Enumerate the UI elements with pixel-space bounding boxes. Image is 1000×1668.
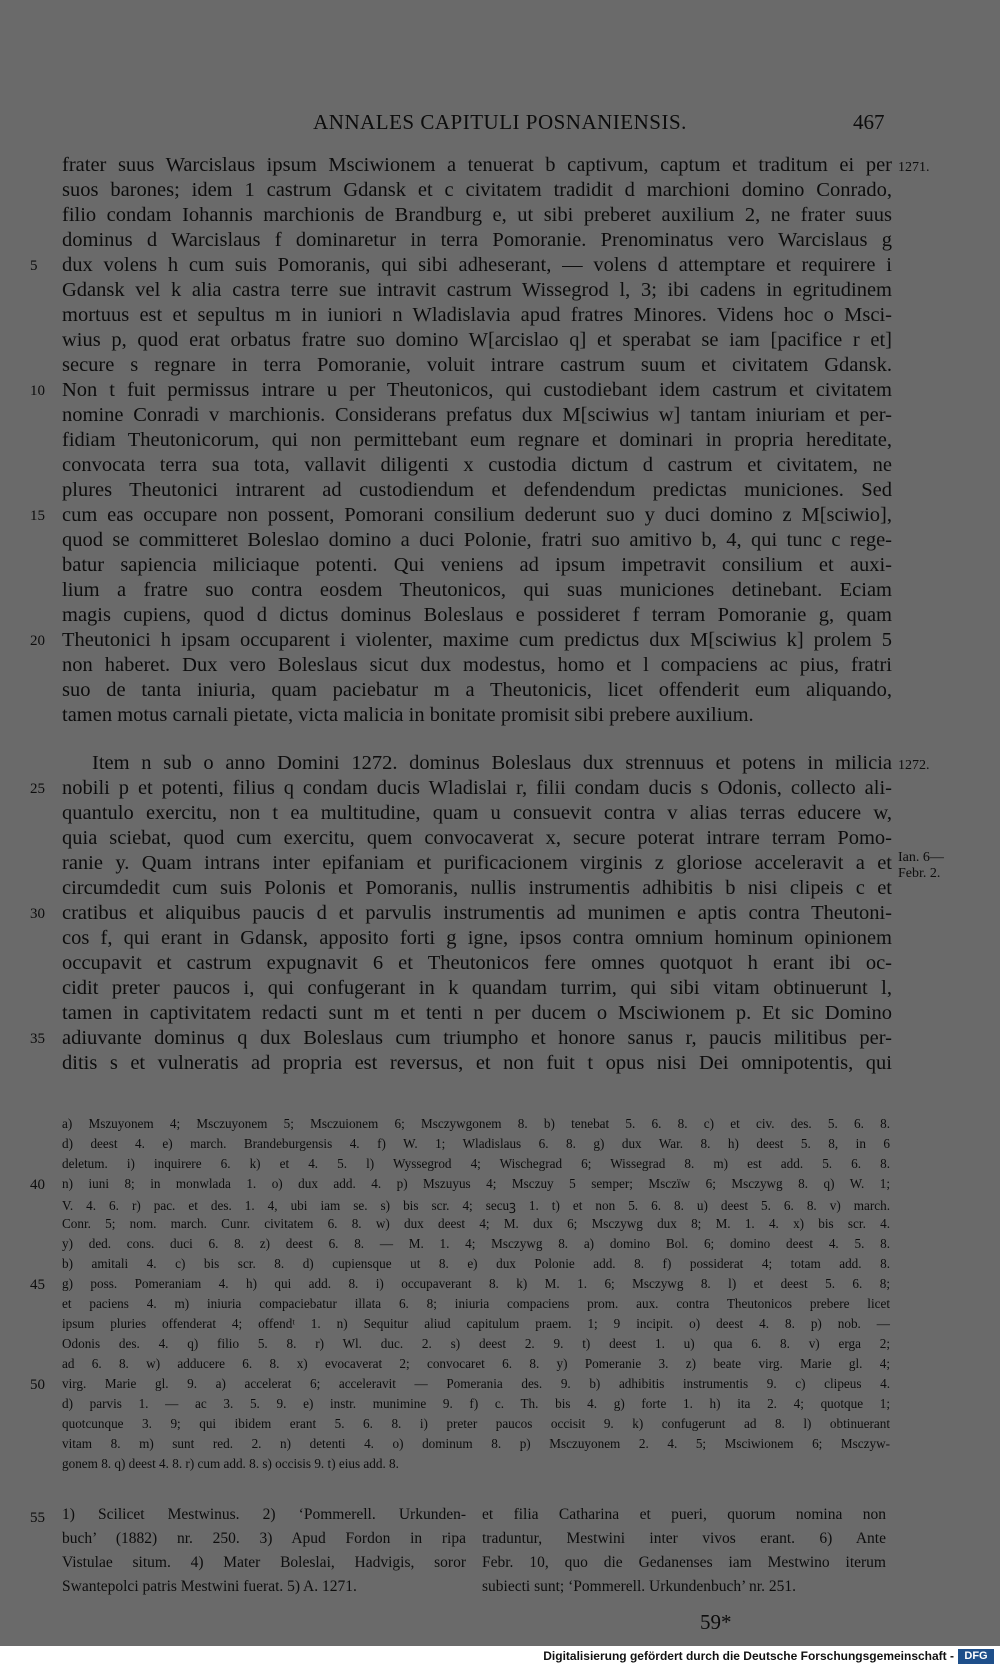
note-line: virg. Marie gl. 9. a) accelerat 6; acceleravit — Pomerania des. 9. b) adhibitis instrumentis 9. c) clipeus 4. (62, 1376, 890, 1391)
line-number: 10 (30, 383, 45, 399)
footnote-line: 1) Scilicet Mestwinus. 2) ‘Pommerell. Urkunden- (62, 1506, 466, 1523)
text-line: quod se committeret Boleslao domino a duci Polonie, fratri suo amitivo b, 4, qui tunc c rege- (62, 529, 892, 551)
text-line: plures Theutonici intrarent ad custodiendum et defendendum predictas municiones. Sed (62, 479, 892, 501)
note-line: y) ded. cons. duci 6. 8. z) deest 6. 8. — M. 1. 4; Msczywg 8. a) domino Bol. 6; domino deest 4. 5. 8. (62, 1236, 890, 1251)
text-line: ditis s et vulneratis ad propria est reversus, et non fuit t opus nisi Dei omnipotentis, qui (62, 1052, 892, 1074)
page-number: 467 (853, 110, 885, 134)
footnote-line: traduntur, Mestwini inter vivos erant. 6) Ante (482, 1530, 886, 1547)
text-line: magis cupiens, quod d dictus dominus Boleslaus e possideret f terram Pomoranie g, quam (62, 604, 892, 626)
note-line: quotcunque 3. 9; qui ibidem erant 5. 6. 8. i) preter paucos occisit 9. k) confugerunt ad 8. l) obtinuerant (62, 1416, 890, 1431)
note-line: d) deest 4. e) march. Brandeburgensis 4. f) W. 1; Wladislaus 6. 8. g) dux War. 8. h) deest 5. 8, in 6 (62, 1136, 890, 1151)
running-head: ANNALES CAPITULI POSNANIENSIS. (313, 110, 687, 134)
text-line: quia sciebat, quod cum exercitu, quem convocaverat x, secure poterat intrare terram Pomo- (62, 827, 892, 849)
line-number: 20 (30, 633, 45, 649)
text-line: secure s regnare in terra Pomoranie, voluit intrare castrum suum et civitatem Gdansk. (62, 354, 892, 376)
text-line: cos f, qui erant in Gdansk, apposito forti g igne, ipsos contra omnium hominum opinionem (62, 927, 892, 949)
text-line: quantulo exercitu, non t ea multitudine, quam u consuevit contra v alias terras educere w, (62, 802, 892, 824)
footnote-line: et filia Catharina et pueri, quorum nomina non (482, 1506, 886, 1523)
text-line: mortuus est et sepultus m in iuniori n Wladislavia apud fratres Minores. Videns hoc o Msci- (62, 304, 892, 326)
text-line: batur sapiencia miliciaque potenti. Qui veniens ad ipsum impetravit consilium et auxi- (62, 554, 892, 576)
text-line: convocata terra sua tota, vallavit diligenti x custodia dictum d castrum et civitatem, ne (62, 454, 892, 476)
text-line: adiuvante dominus q dux Boleslaus cum triumpho et honore sanus r, paucis militibus per- (62, 1027, 892, 1049)
text-line: lium a fratre suo contra eosdem Theutonicos, qui suas municiones detinebant. Eciam (62, 579, 892, 601)
text-line: dux volens h cum suis Pomoranis, qui sibi adheserant, — volens d attemptare et requirere i (62, 254, 892, 276)
line-number: 50 (30, 1377, 45, 1393)
signature-mark: 59* (700, 1610, 732, 1634)
line-number: 30 (30, 906, 45, 922)
line-number: 45 (30, 1277, 45, 1293)
text-line: non haberet. Dux vero Boleslaus sicut dux modestus, homo et l compaciens ac pius, fratri (62, 654, 892, 676)
margin-date: Febr. 2. (898, 866, 941, 881)
line-number: 5 (30, 258, 38, 274)
note-line: Odonis des. 4. q) filio 5. 8. r) Wl. duc. 2. s) deest 2. 9. t) deest 1. u) qua 6. 8. v) erga 2; (62, 1336, 890, 1351)
margin-year: 1271. (898, 160, 930, 175)
text-line: circumdedit cum suis Polonis et Pomoranis, nullis instrumentis adhibitis b nisi clipeis c et (62, 877, 892, 899)
note-line: ad 6. 8. w) adducere 6. 8. x) evocaverat 2; convocaret 6. 8. y) Pomeranie 3. z) beate virg. Marie gl. 4; (62, 1356, 890, 1371)
text-line: nobili p et potenti, filius q condam ducis Wladislai r, filii condam ducis s Odonis, collecto ali- (62, 777, 892, 799)
text-line: cratibus et aliquibus paucis d et parvulis instrumentis ad munimen e aptis contra Theutoni- (62, 902, 892, 924)
note-line: gonem 8. q) deest 4. 8. r) cum add. 8. s) occisis 9. t) eius add. 8. (62, 1456, 399, 1471)
footer-bar (0, 1646, 1000, 1668)
text-line: Non t fuit permissus intrare u per Theutonicos, qui custodiebant idem castrum et civitatem (62, 379, 892, 401)
text-line: tamen in captivitatem redacti sunt m et tenti n per ducem o Msciwionem p. Et sic Domino (62, 1002, 892, 1024)
text-line: suo de tanta iniuria, quam paciebatur m a Theutonicis, licet offenderit eum aliquando, (62, 679, 892, 701)
line-number: 35 (30, 1031, 45, 1047)
note-line: a) Mszuyonem 4; Msczuyonem 5; Msczuionem 6; Msczywgonem 8. b) tenebat 5. 6. 8. c) et civ. des. 5. 6. 8. (62, 1116, 890, 1131)
note-line: n) iuni 8; in monwlada 1. o) dux add. 4. p) Mszuyus 4; Msczuy 5 semper; Msczїw 6; Msczywg 8. q) W. 1; (62, 1176, 890, 1191)
text-line: wius p, quod erat orbatus fratre suo domino W[arcislao q] et sperabat se iam [pacifice r et] (62, 329, 892, 351)
note-line: deletum. i) inquirere 6. k) et 4. 5. l) Wyssegrod 4; Wischegrad 6; Wissegrad 8. m) est add. 5. 6. 8. (62, 1156, 890, 1171)
text-line: suos barones; idem 1 castrum Gdansk et c civitatem tradidit d marchioni domino Conrado, (62, 179, 892, 201)
text-line: tamen motus carnali pietate, victa malicia in bonitate promisit sibi prebere auxilium. (62, 704, 754, 726)
note-line: vitam 8. m) sunt red. 2. n) detenti 4. o) dominum 8. p) Msczuyonem 2. 4. 5; Msciwionem 6; Msczyw- (62, 1436, 890, 1451)
text-line: Item n sub o anno Domini 1272. dominus Boleslaus dux strennuus et potens in milicia (92, 752, 892, 774)
note-line: b) amitali 4. c) bis scr. 8. d) cupiensque ut 8. e) dux Polonie add. 8. f) possiderat 4; totam add. 8. (62, 1256, 890, 1271)
footnote-line: subiecti sunt; ‘Pommerell. Urkundenbuch’ nr. 251. (482, 1578, 796, 1595)
text-line: Gdansk vel k alia castra terre sue intravit castrum Wissegrod l, 3; ibi cadens in egritudinem (62, 279, 892, 301)
text-line: ranie y. Quam intrans inter epifaniam et purificacionem virginis z gloriose acceleravit a et (62, 852, 892, 874)
margin-year: 1272. (898, 758, 930, 773)
text-line: filio condam Iohannis marchionis de Brandburg e, ut sibi preberet auxilium 2, ne frater suus (62, 204, 892, 226)
note-line: et paciens 4. m) iniuria compaciebatur illata 6. 8; iniuria compaciens prom. aux. contra Theutonicos prebere licet (62, 1296, 890, 1311)
text-line: occupavit et castrum expugnavit 6 et Theutonicos fere omnes quotquot h erant ibi oc- (62, 952, 892, 974)
footnote-line: buch’ (1882) nr. 250. 3) Apud Fordon in ripa (62, 1530, 466, 1547)
text-line: cum eas occupare non possent, Pomorani consilium dederunt suo y duci domino z M[sciwio], (62, 504, 892, 526)
note-line: V. 4. 6. r) pac. et des. 1. 4, ubi iam se. s) bis scr. 4; secuꝫ 1. t) et non 5. 6. 8. u) deest 5. 6. 8. v) march. (62, 1198, 890, 1213)
footnote-line: Febr. 10, quo die Gedanenses iam Mestwino iterum (482, 1554, 886, 1571)
dfg-logo-icon: DFG (958, 1649, 994, 1664)
note-line: d) parvis 1. — ac 3. 5. 9. e) instr. munimine 9. f) c. Th. bis 4. g) forte 1. h) ita 2. 4; quotque 1; (62, 1396, 890, 1411)
text-line: nomine Conradi v marchionis. Considerans prefatus dux M[sciwius w] tantam iniuriam et per- (62, 404, 892, 426)
line-number: 40 (30, 1177, 45, 1193)
line-number: 55 (30, 1510, 45, 1526)
note-line: Conr. 5; nom. march. Cunr. civitatem 6. 8. w) dux deest 4; M. dux 6; Msczywg dux 8; M. 1. 4. x) bis scr. 4. (62, 1216, 890, 1231)
text-line: dominus d Warcislaus f dominaretur in terra Pomoranie. Prenominatus vero Warcislaus g (62, 229, 892, 251)
note-line: g) poss. Pomeraniam 4. h) qui add. 8. i) occupaverant 8. k) M. 1. 6; Msczywg 8. l) et deest 5. 6. 8; (62, 1276, 890, 1291)
funding-notice: Digitalisierung gefördert durch die Deutsche Forschungsgemeinschaft - (543, 1649, 954, 1663)
footnote-line: Vistulae situm. 4) Mater Boleslai, Hadvigis, soror (62, 1554, 466, 1571)
margin-date: Ian. 6— (898, 850, 944, 865)
line-number: 15 (30, 508, 45, 524)
line-number: 25 (30, 781, 45, 797)
text-line: frater suus Warcislaus ipsum Msciwionem a tenuerat b captivum, captum et traditum ei per (62, 154, 892, 176)
note-line: ipsum pluries offenderat 4; offendᵗ 1. n) Sequitur aliud capitulum praem. 1; 9 incipit. o) deest 4. 8. p) nob. — (62, 1316, 890, 1331)
text-line: Theutonici h ipsam occuparent i violenter, maxime cum predictus dux M[sciwius k] prolem 5 (62, 629, 892, 651)
text-line: fidiam Theutonicorum, qui non permittebant eum regnare et dominari in propria hereditate, (62, 429, 892, 451)
footnote-line: Swantepolci patris Mestwini fuerat. 5) A. 1271. (62, 1578, 357, 1595)
text-line: cidit preter paucos i, qui confugerant in k quandam turrim, qui sibi vitam obtinuerunt l, (62, 977, 892, 999)
